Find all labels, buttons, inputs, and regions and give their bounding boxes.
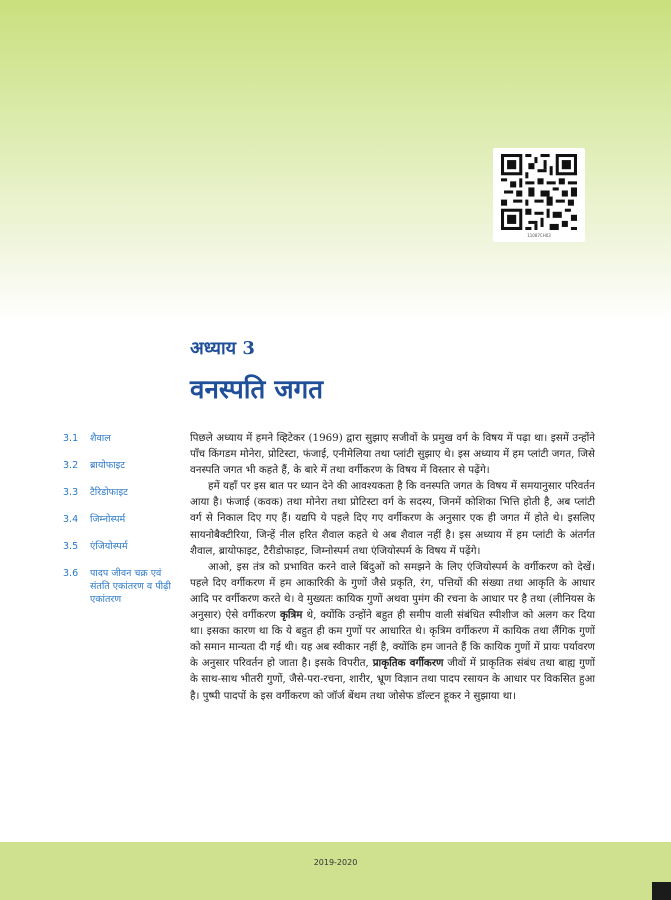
paragraph-intro: पिछले अध्याय में हमने व्हिटेकर (1969) द्वारा सुझाए सजीवों के प्रमुख वर्ग के विषय में पढ़ा था। इसमें उन्होंने पाँच किंगडम मोनेरा, प्रोटिस्टा, फंजाई, एनीमेलिया तथा प्लांटी सुझाए थे। इस अध्याय में हम प्लांटी जगत, जिसे वनस्पति जगत भी कहते हैं, के बारे में तथा वर्गीकरण के विषय में विस्तार से पढ़ेंगे। <box>190 432 595 477</box>
toc-item[interactable] <box>63 567 181 606</box>
toc-number: 3.6 <box>63 568 79 579</box>
toc-text: शैवाल <box>90 433 111 444</box>
toc-text: एंजियोस्पर्म <box>90 541 128 552</box>
paragraph-classification-change: हमें यहाँ पर इस बात पर ध्यान देने की आवश्यकता है कि वनस्पति जगत के विषय में समयानुसार परिवर्तन आया है। फंजाई (कवक) तथा मोनेरा तथा प्रोटिस्टा वर्ग के सदस्य, जिनमें कोशिका भित्ति होती है, अब प्लांटी वर्ग से निकाल दिए गए हैं। यद्यपि ये पहले दिए गए वर्गीकरण के अनुसार एक ही जगत में होते थे। इसलिए सायनोबैक्टीरिया, जिन्हें नील हरित शैवाल कहते थे अब शैवाल नहीं है। इस अध्याय में हम प्लांटी के अंतर्गत शैवाल, ब्रायोफाइट, टैरीडोफाइट, जिम्नोस्पर्म तथा एंजियोस्पर्म के विषय में पढ़ेंगे। <box>190 480 595 557</box>
toc-number: 3.1 <box>63 433 79 444</box>
toc-text: पादप जीवन चक्र एवं संतति एकांतरण व पीढ़ी एकांतरण <box>90 568 171 605</box>
toc-number: 3.5 <box>63 541 79 552</box>
section-list <box>63 432 181 620</box>
qr-caption: 11087CH03 <box>527 233 551 238</box>
toc-number: 3.4 <box>63 514 79 525</box>
toc-number: 3.3 <box>63 487 79 498</box>
toc-item[interactable] <box>63 432 181 445</box>
term-natural-classification: प्राकृतिक वर्गीकरण <box>372 657 444 670</box>
paragraph-text: थे, क्योंकि उन्होंने बहुत ही समीप वाली संबंधित स्पीशीज को अलग कर दिया था। इसका कारण था कि ये बहुत ही कम गुणों पर आधारित थे। कृत्रिम वर्गीकरण में कायिक तथा लैंगिक गुणों को समान मान्यता दी गई थी। यह अब स्वीकार नहीं है, क्योंकि हम जानते हैं कि कायिक गुणों में प्रायः पर्यावरण के अनुसार परिवर्तन हो जाता है। इसके विपरीत, <box>190 609 595 670</box>
term-artificial: कृत्रिम <box>280 609 303 622</box>
toc-item[interactable] <box>63 459 181 472</box>
chapter-number: अध्याय 3 <box>190 338 255 359</box>
toc-number: 3.2 <box>63 460 79 471</box>
footer-year: 2019-2020 <box>313 858 358 867</box>
toc-text: ब्रायोफाइट <box>90 460 126 471</box>
qr-code-icon <box>501 154 577 230</box>
qr-code[interactable] <box>493 148 585 242</box>
paragraph-text: आओ, इस तंत्र को प्रभावित करने वाले बिंदुओं को समझने के लिए एंजियोस्पर्म के वर्गीकरण को देखें। पहले दिए वर्गीकरण में हम आकारिकी के गुणों जैसे प्रकृति, रंग, पत्तियों की संख्या तथा आकृति के आधार आदि पर वर्गीकरण करते थे। वे मुख्यतः कायिक गुणों अथवा पुमंग की रचना के आधार पर है तथा (लीनियस के अनुसार) ऐसे वर्गीकरण <box>190 560 595 622</box>
toc-item[interactable] <box>63 486 181 499</box>
paragraph-text: जीवों में प्राकृतिक संबंध तथा बाह्य गुणों के साथ-साथ भीतरी गुणों, जैसे-परा-रचना, शारीर, भ्रूण विज्ञान तथा पादप रसायन के आधार पर विकसित हुआ है। पुष्पी पादपों के इस वर्गीकरण को जॉर्ज बेंथम तथा जोसेफ डॉल्टन हूकर ने सुझाया था। <box>190 657 595 702</box>
toc-text: टैरिडोफाइट <box>90 487 128 498</box>
toc-text: जिम्नोस्पर्म <box>90 514 126 525</box>
chapter-body <box>190 430 595 704</box>
footer-band <box>0 842 671 900</box>
chapter-title: वनस्पति जगत <box>190 375 324 405</box>
toc-item[interactable] <box>63 540 181 553</box>
toc-item[interactable] <box>63 513 181 526</box>
corner-mark <box>652 882 671 900</box>
paragraph-angiosperm-classification <box>190 559 595 704</box>
